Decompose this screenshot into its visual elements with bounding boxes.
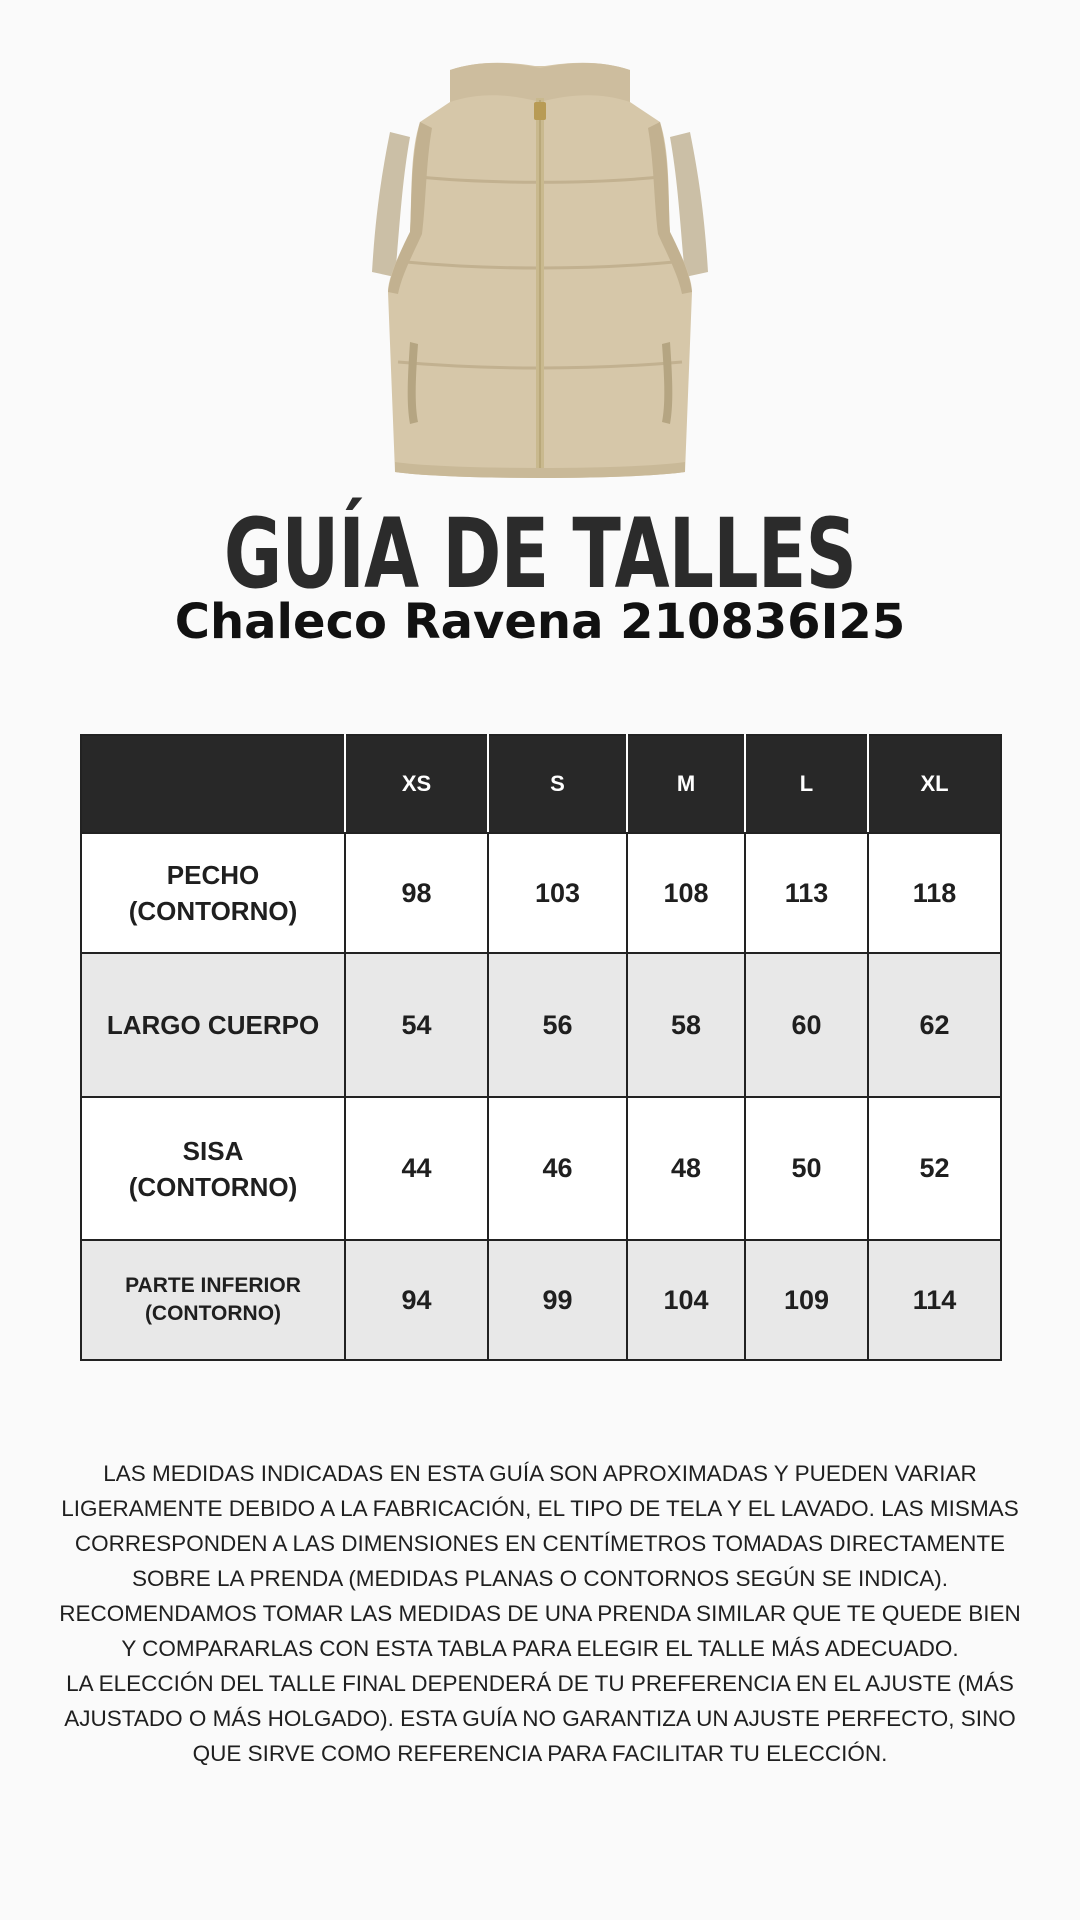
table-row-pecho xyxy=(81,833,1001,953)
row-label-line: (CONTORNO) xyxy=(128,896,298,926)
disclaimer-paragraph: RECOMENDAMOS TOMAR LAS MEDIDAS DE UNA PRENDA SIMILAR QUE TE QUEDE BIEN Y COMPARARLAS CON ESTA TABLA PARA ELEGIR EL TALLE MÁS ADECUADO. xyxy=(59,1601,1021,1661)
table-cell: 113 xyxy=(745,833,868,953)
table-cell: 56 xyxy=(488,953,627,1097)
table-cell: 104 xyxy=(627,1240,745,1360)
size-header-xs: XS xyxy=(345,735,488,833)
size-header-xl: XL xyxy=(868,735,1001,833)
row-label-line: PECHO xyxy=(166,860,260,890)
table-cell: 46 xyxy=(488,1097,627,1240)
table-cell: 108 xyxy=(627,833,745,953)
page-title: GUÍA DE TALLES xyxy=(223,498,857,610)
row-label-line: (CONTORNO) xyxy=(144,1302,282,1325)
size-header-l: L xyxy=(745,735,868,833)
table-cell: 118 xyxy=(868,833,1001,953)
table-cell: 99 xyxy=(488,1240,627,1360)
row-label-line: (CONTORNO) xyxy=(128,1171,298,1202)
table-cell: 58 xyxy=(627,953,745,1097)
row-label-line: LARGO CUERPO xyxy=(106,1010,320,1040)
table-cell: 94 xyxy=(345,1240,488,1360)
table-row-sisa xyxy=(81,1097,1001,1240)
row-label xyxy=(81,833,345,953)
size-header-s: S xyxy=(488,735,627,833)
row-label-line: PARTE INFERIOR xyxy=(125,1274,301,1297)
table-cell: 98 xyxy=(345,833,488,953)
row-label-line: SISA xyxy=(182,1135,244,1166)
disclaimer-paragraph: LAS MEDIDAS INDICADAS EN ESTA GUÍA SON APROXIMADAS Y PUEDEN VARIAR LIGERAMENTE DEBIDO A LA FABRICACIÓN, EL TIPO DE TELA Y EL LAVADO. LAS MISMAS CORRESPONDEN A LAS DIMENSIONES EN CENTÍMETROS TOMADAS DIRECTAMENTE SOBRE LA PRENDA (MEDIDAS PLANAS O CONTORNOS SEGÚN SE INDICA). xyxy=(61,1461,1019,1591)
table-row-largo-cuerpo xyxy=(81,953,1001,1097)
table-cell: 103 xyxy=(488,833,627,953)
table-cell: 44 xyxy=(345,1097,488,1240)
table-cell: 52 xyxy=(868,1097,1001,1240)
table-cell: 109 xyxy=(745,1240,868,1360)
zipper-pull xyxy=(534,102,546,120)
table-cell: 50 xyxy=(745,1097,868,1240)
table-row-parte-inferior xyxy=(81,1240,1001,1360)
row-label xyxy=(81,1097,345,1240)
row-label xyxy=(81,953,345,1097)
size-header-m: M xyxy=(627,735,745,833)
corner-cell xyxy=(81,735,345,833)
table-header-row xyxy=(81,735,1001,833)
puffer-vest-icon xyxy=(340,62,740,482)
table-cell: 54 xyxy=(345,953,488,1097)
table-cell: 114 xyxy=(868,1240,1001,1360)
size-table xyxy=(80,734,1002,1361)
disclaimer-text xyxy=(50,1456,1030,1771)
disclaimer-paragraph: LA ELECCIÓN DEL TALLE FINAL DEPENDERÁ DE TU PREFERENCIA EN EL AJUSTE (MÁS AJUSTADO O MÁS HOLGADO). ESTA GUÍA NO GARANTIZA UN AJUSTE PERFECTO, SINO QUE SIRVE COMO REFERENCIA PARA FACILITAR TU ELECCIÓN. xyxy=(64,1671,1016,1766)
table-cell: 62 xyxy=(868,953,1001,1097)
product-image xyxy=(340,62,740,482)
table-cell: 48 xyxy=(627,1097,745,1240)
table-cell: 60 xyxy=(745,953,868,1097)
product-name: Chaleco Ravena 210836I25 xyxy=(174,594,906,650)
row-label xyxy=(81,1240,345,1360)
